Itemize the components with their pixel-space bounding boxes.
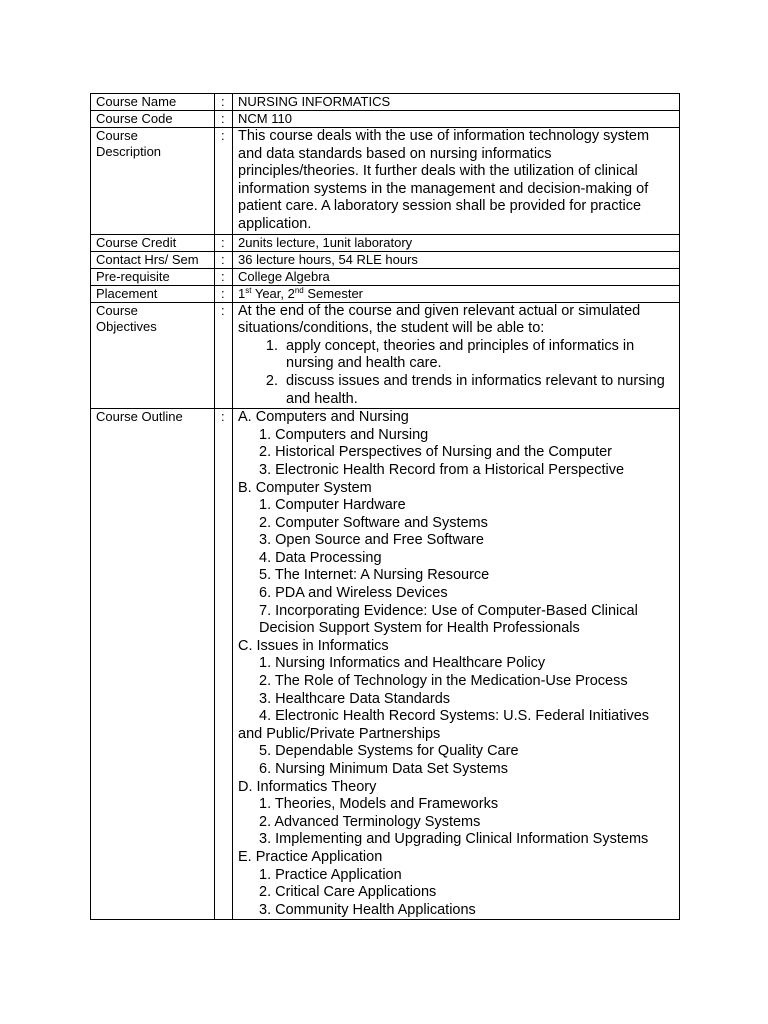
outline-topic: 2. The Role of Technology in the Medication-Use Process xyxy=(259,673,628,690)
objective-item: 2. discuss issues and trends in informatics relevant to nursing and health. xyxy=(282,373,675,408)
placement-year-suffix: st xyxy=(245,285,252,295)
outline-topic: 6. Nursing Minimum Data Set Systems xyxy=(259,761,508,777)
row-prerequisite xyxy=(91,268,680,285)
separator-colon: : xyxy=(215,285,233,302)
course-syllabus-table xyxy=(90,93,680,920)
outline-topic: 4. Data Processing xyxy=(259,549,382,566)
prerequisite-label: Pre-requisite xyxy=(91,268,215,285)
row-course-credit xyxy=(91,234,680,251)
separator-colon: : xyxy=(215,94,233,111)
outline-topic: 3. Community Health Applications xyxy=(259,901,476,918)
separator-colon: : xyxy=(215,234,233,251)
contact-hours-label: Contact Hrs/ Sem xyxy=(91,251,215,268)
row-course-objectives xyxy=(91,302,680,409)
row-course-outline xyxy=(91,409,680,920)
outline-topic: 3. Healthcare Data Standards xyxy=(259,690,451,707)
course-description-label-line2: Description xyxy=(96,144,162,159)
row-course-description xyxy=(91,128,680,235)
course-code-label: Course Code xyxy=(91,111,215,128)
placement-year-word: Year, 2 xyxy=(251,285,295,301)
course-credit-value: 2units lecture, 1unit laboratory xyxy=(233,234,680,251)
contact-hours-value: 36 lecture hours, 54 RLE hours xyxy=(233,251,680,268)
separator-colon: : xyxy=(215,302,233,409)
outline-topic: 2. Computer Software and Systems xyxy=(259,514,488,531)
separator-colon: : xyxy=(215,111,233,128)
placement-semester-word: Semester xyxy=(303,285,364,301)
course-outline-value xyxy=(233,409,680,920)
outline-section-heading: B. Computer System xyxy=(238,479,372,496)
placement-label: Placement xyxy=(91,285,215,302)
separator-colon: : xyxy=(215,268,233,285)
course-name-label: Course Name xyxy=(91,94,215,111)
row-course-name xyxy=(91,94,680,111)
separator-colon: : xyxy=(215,409,233,920)
outline-topic: 3. Electronic Health Record from a Historical Perspective xyxy=(259,461,625,478)
outline-topic: 4. Electronic Health Record Systems: U.S. Federal Initiatives and Public/Private Partnerships xyxy=(238,708,650,742)
outline-topic: 5. Dependable Systems for Quality Care xyxy=(259,743,519,760)
outline-section-heading: C. Issues in Informatics xyxy=(238,637,389,654)
outline-topic: 7. Incorporating Evidence: Use of Computer-Based Clinical Decision Support System for Health Professionals xyxy=(259,602,638,637)
outline-topic: 1. Theories, Models and Frameworks xyxy=(259,796,499,813)
course-objectives-value xyxy=(233,302,680,409)
objectives-list xyxy=(238,338,675,408)
row-course-code xyxy=(91,111,680,128)
outline-section-heading: E. Practice Application xyxy=(238,848,383,865)
outline-topic: 2. Historical Perspectives of Nursing and the Computer xyxy=(259,444,612,461)
outline-topic: 2. Critical Care Applications xyxy=(259,884,437,901)
course-description-label-line1: Course xyxy=(96,128,138,143)
course-code-value: NCM 110 xyxy=(233,111,680,128)
course-objectives-label xyxy=(91,302,215,409)
course-objectives-label-line1: Course xyxy=(96,302,138,318)
prerequisite-value: College Algebra xyxy=(233,268,680,285)
course-name-value: NURSING INFORMATICS xyxy=(233,94,680,111)
course-objectives-intro: At the end of the course and given relevant actual or simulated situations/conditions, the student will be able to: xyxy=(238,302,641,337)
course-objectives-label-line2: Objectives xyxy=(96,318,157,334)
course-credit-label: Course Credit xyxy=(91,234,215,251)
outline-topic: 2. Advanced Terminology Systems xyxy=(259,813,481,830)
objective-item: 1. apply concept, theories and principles of informatics in nursing and health care. xyxy=(282,338,675,373)
row-placement xyxy=(91,285,680,302)
outline-topic: 1. Nursing Informatics and Healthcare Policy xyxy=(259,655,546,672)
outline-topic: 5. The Internet: A Nursing Resource xyxy=(259,567,490,584)
row-contact-hours xyxy=(91,251,680,268)
course-description-label xyxy=(91,128,215,235)
outline-section-heading: D. Informatics Theory xyxy=(238,778,377,795)
separator-colon: : xyxy=(215,251,233,268)
course-description-value: This course deals with the use of information technology system and data standards based on nursing informatics principles/theories. It further deals with the utilization of clinical information systems in the management and decision-making of patient care. A laboratory session shall be provided for practice application. xyxy=(233,128,680,235)
outline-topic: 6. PDA and Wireless Devices xyxy=(259,585,448,602)
placement-year-number: 1 xyxy=(238,285,246,301)
placement-semester-suffix: nd xyxy=(294,285,304,295)
outline-topic: 3. Implementing and Upgrading Clinical Information Systems xyxy=(259,831,649,848)
outline-topic: 1. Computer Hardware xyxy=(259,497,406,514)
course-outline-label: Course Outline xyxy=(91,409,215,920)
placement-value xyxy=(233,285,680,302)
outline-topic: 1. Computers and Nursing xyxy=(259,426,429,443)
outline-section-heading: A. Computers and Nursing xyxy=(238,409,409,426)
separator-colon: : xyxy=(215,128,233,235)
outline-topic: 1. Practice Application xyxy=(259,866,402,883)
outline-topic: 3. Open Source and Free Software xyxy=(259,532,484,549)
